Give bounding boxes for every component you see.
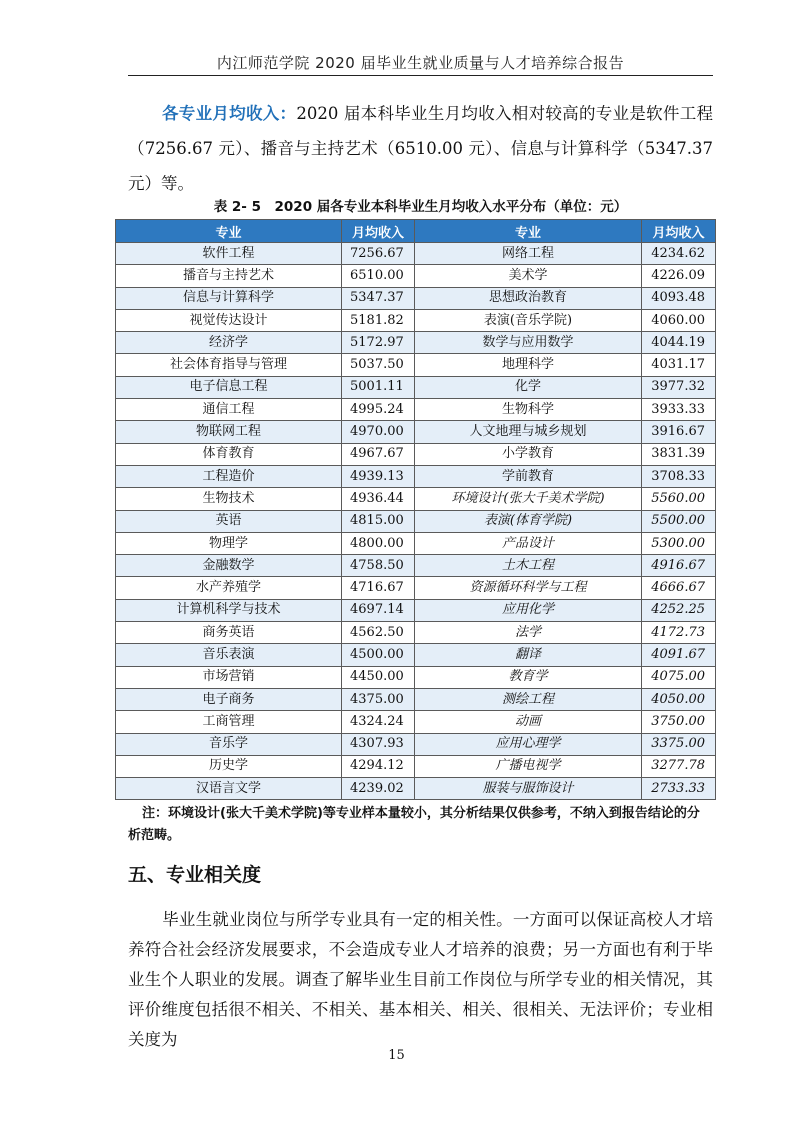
relevance-paragraph <box>128 905 713 1055</box>
income-cell: 3277.78 <box>642 755 716 777</box>
income-cell: 7256.67 <box>342 243 415 265</box>
income-cell: 4044.19 <box>642 332 716 354</box>
table-row <box>116 711 716 733</box>
income-cell: 4324.24 <box>342 711 415 733</box>
income-paragraph <box>128 96 713 201</box>
table-row <box>116 688 716 710</box>
major-cell: 商务英语 <box>116 622 342 644</box>
income-cell: 4936.44 <box>342 488 415 510</box>
table-row <box>116 755 716 777</box>
table-row <box>116 733 716 755</box>
table-note <box>128 803 708 847</box>
table-row <box>116 599 716 621</box>
major-cell: 物联网工程 <box>116 421 342 443</box>
income-cell: 4970.00 <box>342 421 415 443</box>
major-cell: 表演(体育学院) <box>415 510 642 532</box>
income-cell: 4450.00 <box>342 666 415 688</box>
major-cell: 音乐表演 <box>116 644 342 666</box>
income-cell: 6510.00 <box>342 265 415 287</box>
income-cell: 4562.50 <box>342 622 415 644</box>
income-cell: 4939.13 <box>342 465 415 487</box>
income-cell: 5037.50 <box>342 354 415 376</box>
income-cell: 3933.33 <box>642 399 716 421</box>
column-header-major-right: 专业 <box>415 220 642 243</box>
major-cell: 测绘工程 <box>415 688 642 710</box>
major-cell: 汉语言文学 <box>116 778 342 800</box>
income-cell: 4226.09 <box>642 265 716 287</box>
income-cell: 2733.33 <box>642 778 716 800</box>
table-row <box>116 443 716 465</box>
income-cell: 4375.00 <box>342 688 415 710</box>
income-cell: 5560.00 <box>642 488 716 510</box>
major-cell: 水产养殖学 <box>116 577 342 599</box>
income-cell: 4666.67 <box>642 577 716 599</box>
major-cell: 英语 <box>116 510 342 532</box>
table-row <box>116 309 716 331</box>
income-cell: 4995.24 <box>342 399 415 421</box>
table-row <box>116 644 716 666</box>
major-cell: 学前教育 <box>415 465 642 487</box>
income-cell: 5500.00 <box>642 510 716 532</box>
income-cell: 5001.11 <box>342 376 415 398</box>
section-title: 五、专业相关度 <box>128 864 262 886</box>
income-cell: 4967.67 <box>342 443 415 465</box>
income-cell: 4091.67 <box>642 644 716 666</box>
major-cell: 资源循环科学与工程 <box>415 577 642 599</box>
income-cell: 4050.00 <box>642 688 716 710</box>
major-cell: 信息与计算科学 <box>116 287 342 309</box>
income-cell: 5172.97 <box>342 332 415 354</box>
major-cell: 电子商务 <box>116 688 342 710</box>
major-cell: 通信工程 <box>116 399 342 421</box>
income-cell: 4239.02 <box>342 778 415 800</box>
major-cell: 社会体育指导与管理 <box>116 354 342 376</box>
major-cell: 市场营销 <box>116 666 342 688</box>
major-cell: 法学 <box>415 622 642 644</box>
income-cell: 4758.50 <box>342 555 415 577</box>
income-table <box>115 219 716 800</box>
major-cell: 小学教育 <box>415 443 642 465</box>
major-cell: 应用化学 <box>415 599 642 621</box>
running-header: 内江师范学院 2020 届毕业生就业质量与人才培养综合报告 <box>216 54 625 72</box>
income-cell: 4800.00 <box>342 532 415 554</box>
major-cell: 环境设计(张大千美术学院) <box>415 488 642 510</box>
major-cell: 动画 <box>415 711 642 733</box>
major-cell: 物理学 <box>116 532 342 554</box>
table-row <box>116 555 716 577</box>
table-row <box>116 332 716 354</box>
income-cell: 4916.67 <box>642 555 716 577</box>
income-cell: 4075.00 <box>642 666 716 688</box>
table-row <box>116 376 716 398</box>
major-cell: 工程造价 <box>116 465 342 487</box>
table-row <box>116 243 716 265</box>
income-cell: 3750.00 <box>642 711 716 733</box>
income-cell: 4031.17 <box>642 354 716 376</box>
major-cell: 教育学 <box>415 666 642 688</box>
major-cell: 软件工程 <box>116 243 342 265</box>
major-cell: 金融数学 <box>116 555 342 577</box>
major-cell: 服装与服饰设计 <box>415 778 642 800</box>
income-cell: 5300.00 <box>642 532 716 554</box>
income-cell: 4060.00 <box>642 309 716 331</box>
major-cell: 经济学 <box>116 332 342 354</box>
income-cell: 3977.32 <box>642 376 716 398</box>
income-cell: 4172.73 <box>642 622 716 644</box>
table-row <box>116 532 716 554</box>
table-row <box>116 465 716 487</box>
table-row <box>116 666 716 688</box>
major-cell: 化学 <box>415 376 642 398</box>
major-cell: 工商管理 <box>116 711 342 733</box>
major-cell: 电子信息工程 <box>116 376 342 398</box>
major-cell: 体育教育 <box>116 443 342 465</box>
table-row <box>116 354 716 376</box>
income-cell: 5181.82 <box>342 309 415 331</box>
relevance-paragraph-text: 毕业生就业岗位与所学专业具有一定的相关性。一方面可以保证高校人才培养符合社会经济发展要求，不会造成专业人才培养的浪费；另一方面也有利于毕业生个人职业的发展。调查了解毕业生目前工作岗位与所学专业的相关情况，其评价维度包括很不相关、不相关、基本相关、相关、很相关、无法评价；专业相关度为 <box>128 910 713 1049</box>
income-cell: 4697.14 <box>342 599 415 621</box>
income-cell: 4093.48 <box>642 287 716 309</box>
income-cell: 4815.00 <box>342 510 415 532</box>
major-cell: 计算机科学与技术 <box>116 599 342 621</box>
major-cell: 广播电视学 <box>415 755 642 777</box>
column-header-income-left: 月均收入 <box>342 220 415 243</box>
table-row <box>116 488 716 510</box>
major-cell: 视觉传达设计 <box>116 309 342 331</box>
column-header-major-left: 专业 <box>116 220 342 243</box>
table-row <box>116 510 716 532</box>
major-cell: 数学与应用数学 <box>415 332 642 354</box>
table-header-row <box>116 220 716 243</box>
income-paragraph-text: 2020 届本科毕业生月均收入相对较高的专业是软件工程（7256.67 元）、播音与主持艺术（6510.00 元）、信息与计算科学（5347.37 元）等。 <box>128 104 713 193</box>
table-row <box>116 287 716 309</box>
major-cell: 地理科学 <box>415 354 642 376</box>
table-row <box>116 265 716 287</box>
table-row <box>116 622 716 644</box>
income-cell: 3375.00 <box>642 733 716 755</box>
table-body <box>116 243 716 800</box>
page-number: 15 <box>388 1048 405 1063</box>
income-cell: 4307.93 <box>342 733 415 755</box>
income-cell: 4294.12 <box>342 755 415 777</box>
table-row <box>116 577 716 599</box>
major-cell: 产品设计 <box>415 532 642 554</box>
income-cell: 3831.39 <box>642 443 716 465</box>
income-cell: 4716.67 <box>342 577 415 599</box>
major-cell: 播音与主持艺术 <box>116 265 342 287</box>
table-note-text: 注：环境设计(张大千美术学院)等专业样本量较小，其分析结果仅供参考，不纳入到报告结论的分析范畴。 <box>128 806 700 843</box>
major-cell: 历史学 <box>116 755 342 777</box>
income-cell: 4252.25 <box>642 599 716 621</box>
major-cell: 美术学 <box>415 265 642 287</box>
table-row <box>116 778 716 800</box>
major-cell: 网络工程 <box>415 243 642 265</box>
major-cell: 人文地理与城乡规划 <box>415 421 642 443</box>
table-caption: 表 2- 5 2020 届各专业本科毕业生月均收入水平分布（单位：元） <box>213 199 628 215</box>
major-cell: 生物科学 <box>415 399 642 421</box>
major-cell: 土木工程 <box>415 555 642 577</box>
income-cell: 4234.62 <box>642 243 716 265</box>
income-cell: 3708.33 <box>642 465 716 487</box>
major-cell: 翻译 <box>415 644 642 666</box>
header-rule <box>128 75 713 76</box>
table-row <box>116 399 716 421</box>
major-cell: 音乐学 <box>116 733 342 755</box>
major-cell: 应用心理学 <box>415 733 642 755</box>
income-cell: 5347.37 <box>342 287 415 309</box>
major-cell: 表演(音乐学院) <box>415 309 642 331</box>
major-cell: 生物技术 <box>116 488 342 510</box>
income-cell: 4500.00 <box>342 644 415 666</box>
table-row <box>116 421 716 443</box>
income-cell: 3916.67 <box>642 421 716 443</box>
major-cell: 思想政治教育 <box>415 287 642 309</box>
income-paragraph-lead: 各专业月均收入： <box>162 104 297 123</box>
column-header-income-right: 月均收入 <box>642 220 716 243</box>
